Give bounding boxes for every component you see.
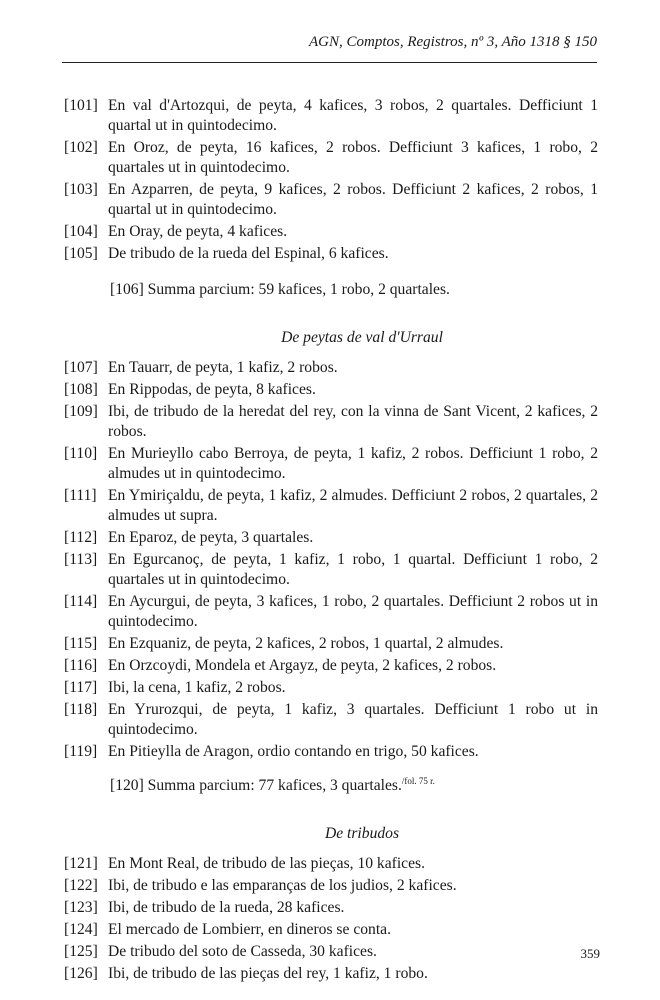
summa-line-1: [106] Summa parcium: 59 kafices, 1 robo, 2 quartales. [110,281,450,298]
entry-row [0,96,660,136]
entry-text: En Rippodas, de peyta, 8 kafices. [108,381,316,398]
entry-row [0,138,660,178]
entry-row [0,656,660,676]
entry-number: [112] [64,529,98,546]
entry-row [0,180,660,220]
entry-number: [114] [64,593,98,610]
entry-row [0,898,660,918]
entry-text: En Mont Real, de tribudo de las pieças, 10 kafices. [108,855,425,872]
entry-text: En Azparren, de peyta, 9 kafices, 2 robos. Defficiunt 2 kafices, 2 robos, 1 quartal ut in quintodecimo. [108,181,598,218]
entry-number: [124] [64,921,98,938]
entry-row [0,222,660,242]
entry-text: Ibi, de tribudo de la rueda, 28 kafices. [108,899,345,916]
entry-row [0,742,660,762]
entry-row [0,634,660,654]
entry-text: Ibi, de tribudo de las pieças del rey, 1 kafiz, 1 robo. [108,965,428,982]
entry-row [0,358,660,378]
entry-number: [108] [64,381,98,398]
entry-number: [121] [64,855,98,872]
entry-number: [103] [64,181,98,198]
entry-number: [123] [64,899,98,916]
entry-number: [126] [64,965,98,982]
entry-row [0,964,660,984]
entry-number: [122] [64,877,98,894]
entry-text: En Ymiriçaldu, de peyta, 1 kafiz, 2 almudes. Defficiunt 2 robos, 2 quartales, 2 almudes ut supra. [108,487,598,524]
entry-text: Ibi, de tribudo e las emparanças de los judios, 2 kafices. [108,877,457,894]
entry-number: [105] [64,245,98,262]
entry-text: De tribudo del soto de Casseda, 30 kafices. [108,943,377,960]
entry-number: [107] [64,359,98,376]
entry-number: [118] [64,701,98,718]
entry-row [0,244,660,264]
entry-number: [110] [64,445,98,462]
entry-text: En Oroz, de peyta, 16 kafices, 2 robos. Defficiunt 3 kafices, 1 robo, 2 quartales ut in quintodecimo. [108,139,598,176]
running-header: AGN, Comptos, Registros, nº 3, Año 1318 § 150 [309,34,597,50]
entry-row [0,550,660,590]
entry-row [0,920,660,940]
entries-block-3 [0,854,660,984]
header-rule [62,62,597,63]
entry-text: El mercado de Lombierr, en dineros se conta. [108,921,391,938]
entry-text: Ibi, la cena, 1 kafiz, 2 robos. [108,679,286,696]
entry-text: En val d'Artozqui, de peyta, 4 kafices, 3 robos, 2 quartales. Defficiunt 1 quartal ut in quintodecimo. [108,97,598,134]
page-body [0,96,660,986]
entry-text: En Tauarr, de peyta, 1 kafiz, 2 robos. [108,359,338,376]
section-title-urraul: De peytas de val d'Urraul [281,329,443,346]
entry-number: [119] [64,743,98,760]
entry-text: En Egurcanoç, de peyta, 1 kafiz, 1 robo, 1 quartal. Defficiunt 1 robo, 2 quartales ut in quintodecimo. [108,551,598,588]
entry-row [0,678,660,698]
entry-row [0,876,660,896]
summa-line-2 [110,776,590,796]
entry-number: [111] [64,487,97,504]
entry-text: En Oray, de peyta, 4 kafices. [108,223,288,240]
entry-row [0,402,660,442]
entry-number: [125] [64,943,98,960]
folio-marker: /fol. 75 r. [401,775,435,786]
entry-text: En Yrurozqui, de peyta, 1 kafiz, 3 quartales. Defficiunt 1 robo ut in quintodecimo. [108,701,598,738]
entry-text: En Eparoz, de peyta, 3 quartales. [108,529,314,546]
entry-number: [102] [64,139,98,156]
entry-row [0,854,660,874]
entry-text: En Murieyllo cabo Berroya, de peyta, 1 kafiz, 2 robos. Defficiunt 1 robo, 2 almudes ut in quintodecimo. [108,445,598,482]
entry-row [0,444,660,484]
entry-row [0,592,660,632]
entry-row [0,528,660,548]
entry-row [0,700,660,740]
entry-text: En Pitieylla de Aragon, ordio contando en trigo, 50 kafices. [108,743,479,760]
page-number: 359 [580,946,600,961]
entry-number: [113] [64,551,98,568]
entry-text: En Orzcoydi, Mondela et Argayz, de peyta, 2 kafices, 2 robos. [108,657,497,674]
entry-number: [116] [64,657,98,674]
entry-number: [104] [64,223,98,240]
entry-row [0,380,660,400]
summa-text: [120] Summa parcium: 77 kafices, 3 quartales. [110,777,402,794]
entry-number: [109] [64,403,98,420]
entries-block-2 [0,358,660,762]
entry-number: [117] [64,679,98,696]
entries-block-1 [0,96,660,264]
entry-text: En Ezquaniz, de peyta, 2 kafices, 2 robos, 1 quartal, 2 almudes. [108,635,504,652]
entry-text: De tribudo de la rueda del Espinal, 6 kafices. [108,245,389,262]
entry-row [0,486,660,526]
section-title-tribudos: De tribudos [324,825,400,842]
entry-number: [101] [64,97,98,114]
entry-text: Ibi, de tribudo de la heredat del rey, con la vinna de Sant Vicent, 2 kafices, 2 robos. [108,403,598,440]
entry-number: [115] [64,635,98,652]
entry-text: En Aycurgui, de peyta, 3 kafices, 1 robo, 2 quartales. Defficiunt 2 robos ut in quintodecimo. [108,593,598,630]
